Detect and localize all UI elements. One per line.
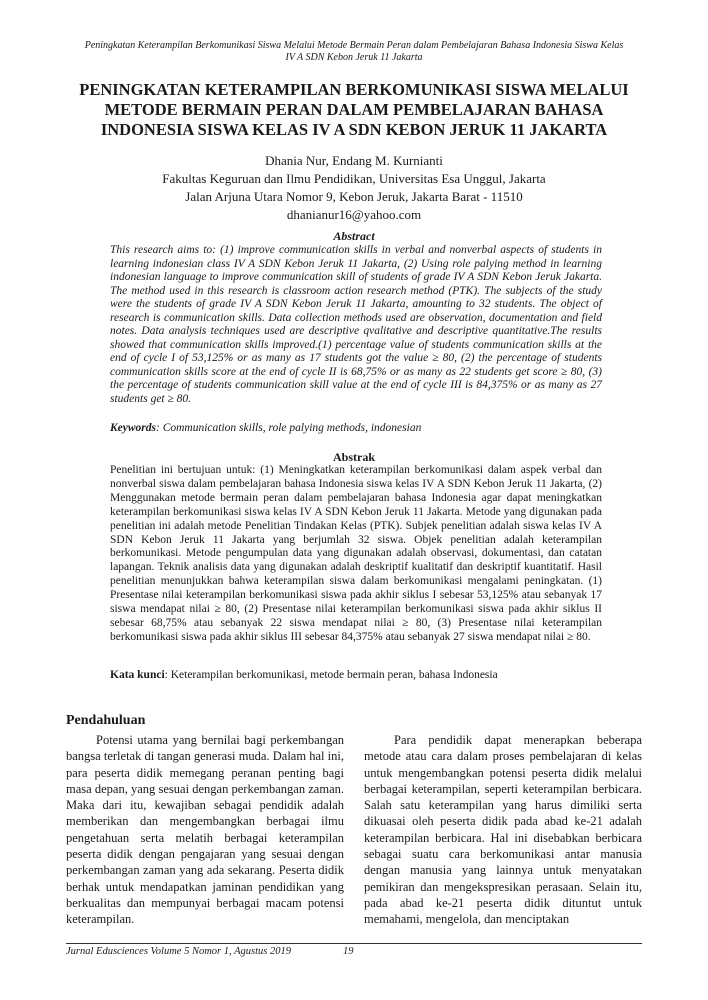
- author-address: Jalan Arjuna Utara Nomor 9, Kebon Jeruk, Jakarta Barat - 11510: [185, 189, 523, 204]
- author-block: [60, 152, 648, 224]
- title-line-1: PENINGKATAN KETERAMPILAN BERKOMUNIKASI SISWA MELALUI: [79, 80, 629, 99]
- page-footer: [66, 946, 353, 958]
- title-line-3: INDONESIA SISWA KELAS IV A SDN KEBON JERUK 11 JAKARTA: [100, 120, 608, 139]
- footer-divider: [66, 943, 642, 944]
- kata-kunci-text: : Keterampilan berkomunikasi, metode bermain peran, bahasa Indonesia: [164, 669, 498, 681]
- abstrak-heading: Abstrak: [332, 450, 375, 464]
- running-header: [60, 40, 648, 64]
- abstract-heading: Abstract: [333, 229, 375, 243]
- running-header-line-1: Peningkatan Keterampilan Berkomunikasi Siswa Melalui Metode Bermain Peran dalam Pembelajaran Bahasa Indonesia Siswa Kelas: [84, 40, 624, 51]
- intro-left-column: [66, 732, 344, 928]
- author-email: dhanianur16@yahoo.com: [286, 207, 422, 222]
- intro-right-column: [364, 732, 642, 928]
- paper-title: [55, 80, 653, 140]
- page-number: 19: [342, 946, 354, 957]
- section-heading-pendahuluan: Pendahuluan: [66, 713, 146, 728]
- title-line-2: METODE BERMAIN PERAN DALAM PEMBELAJARAN BAHASA: [104, 100, 604, 119]
- keywords-en: [110, 421, 608, 435]
- abstrak-body: Penelitian ini bertujuan untuk: (1) Meningkatkan keterampilan berkomunikasi dalam aspek verbal dan nonverbal siswa dalam pembelajaran bahasa Indonesia siswa kelas IV A SDN Kebon Jeruk 11 Jakarta, (2) Menggunakan metode bermain peran dalam pembelajaran bahasa Indonesia agar dapat meningkatkan keterampilan berkomunikasi siswa kelas IV A SDN Kebon Jeruk 11 Jakarta. Metode yang digunakan pada penelitian ini adalah metode Penelitian Tindakan Kelas (PTK). Subjek penelitian adalah siswa kelas IV A SDN Kebon Jeruk 11 Jakarta yang berjumlah 32 siswa. Objek penelitian adalah keterampilan berkomunikasi. Metode pengumpulan data yang digunakan adalah observasi, dokumentasi, dan catatan lapangan. Teknik analisis data yang digunakan adalah deskriptif kualitatif dan deskriptif kuantitatif. Hasil penelitian menunjukkan bahwa keterampilan siswa dalam berkomunikasi mengalami peningkatan. (1) Presentase nilai keterampilan berkomunikasi siswa pada akhir siklus I sebesar 53,125% atau sebanyak 17 siswa mendapat nilai ≥ 80, (2) Presentase nilai keterampilan berkomunikasi siswa pada akhir siklus II sebesar 68,75% atau sebanyak 22 siswa mendapat nilai ≥ 80, (3) Presentase nilai keterampilan berkomunikasi siswa pada akhir siklus III sebesar 84,375% atau sebanyak 27 siswa mendapat nilai ≥ 80.: [110, 464, 602, 643]
- author-names: Dhania Nur, Endang M. Kurnianti: [265, 153, 443, 168]
- intro-paragraph-2: Para pendidik dapat menerapkan beberapa metode atau cara dalam proses pembelajaran di kelas untuk mengembangkan potensi peserta didik melalui berbagai keterampilan, seperti keterampilan berbicara. Salah satu keterampilan yang harus dimiliki serta dikuasai oleh peserta didik pada abad ke-21 adalah keterampilan berbicara. Hal ini disebabkan berbicara sebagai suatu cara berkomunikasi antar manusia dengan manusia yang lainnya untuk menyatakan pemikiran dan mengekspresikan perasaan. Selain itu, pada abad ke-21 peserta didik dituntut untuk memahami, mengelola, dan menciptakan: [364, 733, 642, 927]
- running-header-line-2: IV A SDN Kebon Jeruk 11 Jakarta: [285, 52, 423, 63]
- abstract-body: This research aims to: (1) improve communication skills in verbal and nonverbal aspects of students in learning indonesian class IV A SDN Kebon Jeruk 11 Jakarta, (2) Using role palying method in learning indonesian language to improve communication skill of students of grade IV A SDN Kebon Jeruk Jakarta. The method used in this research is classroom action research method (PTK). The subjects of the study were the students of grade IV A SDN Kebon Jeruk 11 Jakarta, amounting to 32 students. The object of research is communication skills. Data collection methods used are observation, documentation and field notes. Data analysis techniques used are descriptive qvalitative and descriptive quantitative.The results showed that communication skills improved.(1) percentage value of students communication skills at the end of cycle I of 53,125% or as many as 17 students got the value ≥ 80, (2) the percentage of students communication skills score at the end of cycle II is 68,75% or as many as 22 students get score ≥ 80, (3) the percentage of students communication skill value at the end of cycle III is 84,375% or as many as 27 students get ≥ 80.: [110, 244, 602, 406]
- author-affiliation: Fakultas Keguruan dan Ilmu Pendidikan, Universitas Esa Unggul, Jakarta: [162, 171, 546, 186]
- keywords-label: Keywords: [110, 422, 156, 434]
- journal-info: Jurnal Edusciences Volume 5 Nomor 1, Agustus 2019: [66, 946, 291, 957]
- keywords-id: [110, 668, 608, 682]
- keywords-text: : Communication skills, role palying methods, indonesian: [156, 422, 422, 434]
- intro-paragraph-1: Potensi utama yang bernilai bagi perkembangan bangsa terletak di tangan generasi muda. Dalam hal ini, para peserta didik memegang peranan penting bagi masa depan, yang sesuai dengan perkembangan zaman. Maka dari itu, kewajiban sebagai pendidik adalah memberikan dan mengembangkan berbagai ilmu pengetahuan serta melatih berbagai keterampilan peserta didik dengan pengajaran yang sesuai dengan perkembangan zaman yang ada sekarang. Peserta didik berhak untuk mendapatkan jaminan pendidikan yang berkualitas dan mempunyai berbagai macam potensi keterampilan.: [66, 733, 344, 927]
- kata-kunci-label: Kata kunci: [110, 669, 165, 681]
